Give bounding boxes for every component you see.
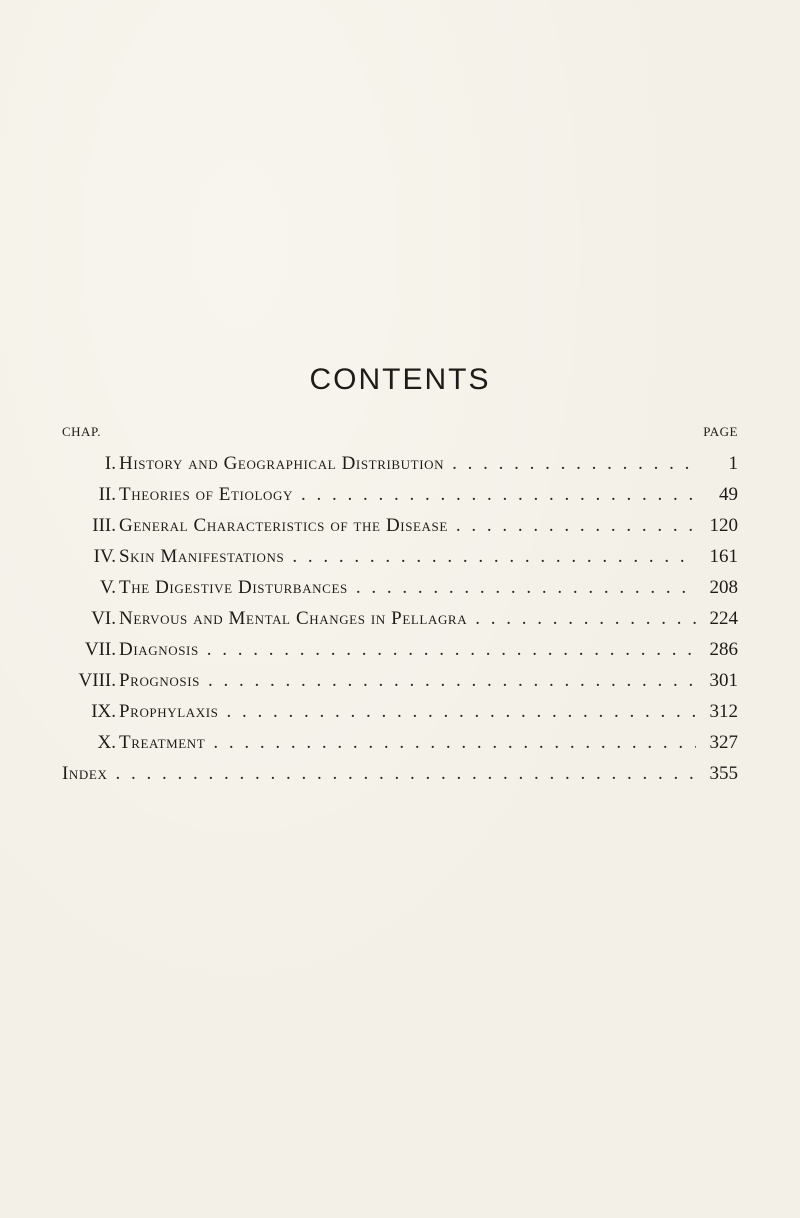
dot-leader [208,665,696,696]
chapter-number: X. [97,732,116,753]
dot-leader [356,572,696,603]
chapter-number: I. [104,453,116,474]
toc-entry-7 [62,634,738,665]
chapter-title: Prognosis [119,670,200,691]
chapter-title: General Characteristics of the Disease [119,515,448,536]
page-number: 161 [709,546,738,567]
toc-entry-9 [62,696,738,727]
page-number: 1 [728,453,738,474]
dot-leader [292,541,696,572]
dot-leader [456,510,696,541]
toc-entry-6 [62,603,738,634]
index-title: Index [62,763,108,784]
page-number: 301 [709,670,738,691]
dot-leader [475,603,696,634]
dot-leader [207,634,696,665]
chapter-number: V. [99,577,116,598]
page-number: 224 [709,608,738,629]
chapter-title: Nervous and Mental Changes in Pellagra [119,608,468,629]
chapter-title: The Digestive Disturbances [119,577,348,598]
chapter-title: Diagnosis [119,639,199,660]
page-number: 355 [709,763,738,784]
chapter-title: Prophylaxis [119,701,219,722]
page-number: 286 [709,639,738,660]
page-title: CONTENTS [309,363,491,396]
toc-entry-8 [62,665,738,696]
dot-leader [227,696,696,727]
toc-entry-index [62,758,738,789]
chapter-number: IX. [91,701,116,722]
chapter-title: Treatment [119,732,206,753]
chapter-number: VI. [91,608,116,629]
toc-entry-2 [62,479,738,510]
chap-column-header: CHAP. [62,424,101,439]
page-number: 312 [709,701,738,722]
dot-leader [452,448,696,479]
chapter-number: VII. [84,639,116,660]
dot-leader [213,727,696,758]
page-column-header: PAGE [703,424,738,439]
page-number: 120 [709,515,738,536]
column-headers [62,424,738,442]
dot-leader [115,758,696,789]
chapter-number: VIII. [78,670,116,691]
page-number: 327 [709,732,738,753]
chapter-number: III. [92,515,116,536]
table-of-contents [62,448,738,789]
page-number: 49 [719,484,738,505]
toc-entry-1 [62,448,738,479]
chapter-number: IV. [93,546,116,567]
chapter-title: Skin Manifestations [119,546,285,567]
page-number: 208 [709,577,738,598]
toc-entry-4 [62,541,738,572]
toc-entry-3 [62,510,738,541]
toc-entry-5 [62,572,738,603]
dot-leader [301,479,696,510]
chapter-title: History and Geographical Distribution [119,453,445,474]
chapter-number: II. [98,484,116,505]
toc-entry-10 [62,727,738,758]
chapter-title: Theories of Etiology [119,484,293,505]
